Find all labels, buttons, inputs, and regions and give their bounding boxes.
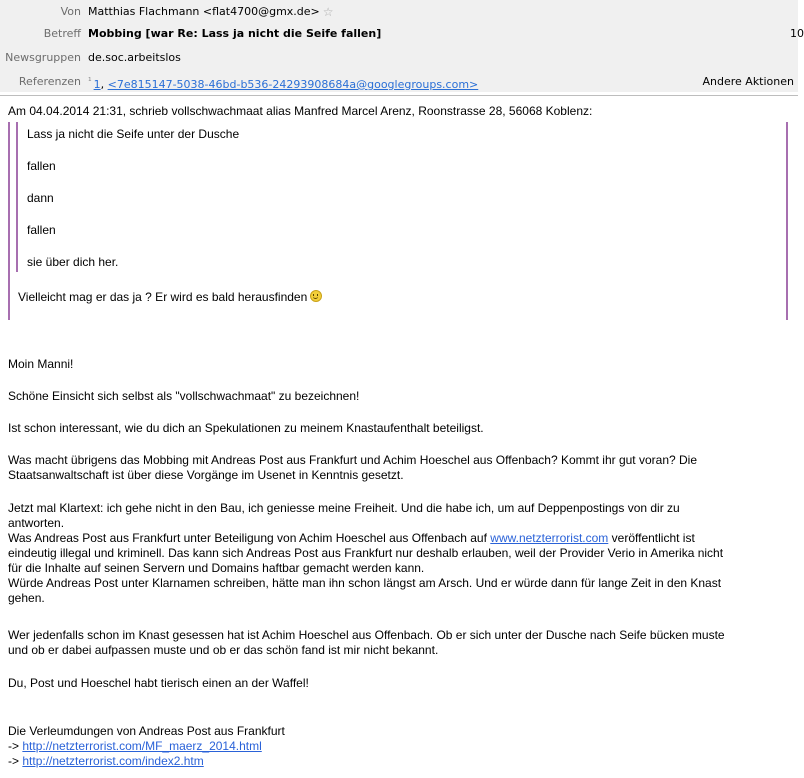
outer-quote-text: Vielleicht mag er das ja ? Er wird es bald herausfinden xyxy=(18,290,308,304)
signature-link-2[interactable]: http://netzterrorist.com/index2.htm xyxy=(22,754,204,768)
message-header xyxy=(0,0,804,92)
quote-line: dann xyxy=(27,191,54,205)
text-line xyxy=(8,531,794,546)
newsgroups-label: Newsgruppen xyxy=(5,51,81,64)
text-segment: Was Andreas Post aus Frankfurt unter Beteiligung von Achim Hoeschel aus Offenbach auf xyxy=(8,531,491,545)
references-value xyxy=(88,73,478,94)
from-label: Von xyxy=(60,5,81,18)
smiley-icon xyxy=(310,290,322,302)
arrow: -> xyxy=(8,754,20,768)
text-line: für die Inhalte auf seinen Servern und Domains haftbar gemacht werden kann. xyxy=(8,561,425,575)
other-actions-button[interactable]: Andere Aktionen xyxy=(702,75,794,88)
signature xyxy=(8,724,794,769)
references-row xyxy=(0,73,798,91)
references-index-link[interactable]: 1 xyxy=(93,78,101,91)
paragraph xyxy=(8,628,794,658)
quote-line: fallen xyxy=(27,159,56,173)
signature-line xyxy=(8,739,794,754)
text-segment: veröffentlicht ist xyxy=(608,531,695,545)
newsgroups-row xyxy=(0,49,798,67)
references-marker: ¹ xyxy=(88,77,92,87)
subject-label: Betreff xyxy=(43,27,81,40)
subject-row xyxy=(0,25,804,43)
citation-line: Am 04.04.2014 21:31, schrieb vollschwachmaat alias Manfred Marcel Arenz, Roonstrasse 28, 56068 Koblenz: xyxy=(8,104,593,118)
from-value[interactable] xyxy=(88,3,334,21)
text-line: eindeutig illegal und kriminell. Das kann sich Andreas Post aus Frankfurt nur deshalb erlauben, weil der Provider Verio in Amerika nicht xyxy=(8,546,724,560)
star-icon[interactable]: ☆ xyxy=(322,5,334,19)
subject-edge-number: 10 xyxy=(790,27,804,40)
text-line: Was macht übrigens das Mobbing mit Andreas Post aus Frankfurt und Achim Hoeschel aus Offenbach? Kommt ihr gut voran? Die xyxy=(8,453,698,467)
greeting: Moin Manni! xyxy=(8,357,74,371)
paragraph: Ist schon interessant, wie du dich an Spekulationen zu meinem Knastaufenthalt beteiligst. xyxy=(8,421,484,435)
from-address[interactable]: Matthias Flachmann <flat4700@gmx.de> xyxy=(88,5,320,18)
subject-value: Mobbing [war Re: Lass ja nicht die Seife fallen] xyxy=(88,27,382,40)
text-line: Wer jedenfalls schon im Knast gesessen hat ist Achim Hoeschel aus Offenbach. Ob er sich unter der Dusche nach Seife bücken muste xyxy=(8,628,725,642)
paragraph: Du, Post und Hoeschel habt tierisch einen an der Waffel! xyxy=(8,676,309,690)
references-separator: , xyxy=(100,78,105,91)
quote-line: Lass ja nicht die Seife unter der Dusche xyxy=(27,127,240,141)
text-line: Würde Andreas Post unter Klarnamen schreiben, hätte man ihn schon längst am Arsch. Und er würde dann für lange Zeit in den Knast xyxy=(8,576,722,590)
quote-line: fallen xyxy=(27,223,56,237)
inner-quote xyxy=(16,122,776,272)
references-message-link[interactable]: <7e815147-5038-46bd-b536-24293908684a@googlegroups.com> xyxy=(107,78,479,91)
arrow: -> xyxy=(8,739,20,753)
paragraph xyxy=(8,453,794,483)
signature-link-1[interactable]: http://netzterrorist.com/MF_maerz_2014.html xyxy=(22,739,262,753)
outer-quote xyxy=(8,122,788,320)
newsgroups-value[interactable]: de.soc.arbeitslos xyxy=(88,51,181,64)
paragraph xyxy=(8,501,794,606)
paragraph: Schöne Einsicht sich selbst als "vollschwachmaat" zu bezeichnen! xyxy=(8,389,360,403)
quote-line: sie über dich her. xyxy=(27,255,119,269)
text-line: Jetzt mal Klartext: ich gehe nicht in den Bau, ich geniesse meine Freiheit. Und die habe ich, um auf Deppenpostings von dir zu xyxy=(8,501,680,515)
outer-quote-line xyxy=(18,290,322,304)
message-body xyxy=(0,96,798,778)
text-line: gehen. xyxy=(8,591,45,605)
text-line: und ob er dabei aufpassen muste und ob er das schön fand ist mir nicht bekannt. xyxy=(8,643,439,657)
references-label: Referenzen xyxy=(18,75,81,88)
text-line: antworten. xyxy=(8,516,65,530)
netzterrorist-link[interactable]: www.netzterrorist.com xyxy=(490,531,609,545)
signature-title: Die Verleumdungen von Andreas Post aus Frankfurt xyxy=(8,724,285,738)
from-row xyxy=(0,3,798,21)
text-line: Staatsanwaltschaft ist über diese Vorgänge im Usenet in Kenntnis gesetzt. xyxy=(8,468,404,482)
signature-line xyxy=(8,754,794,769)
